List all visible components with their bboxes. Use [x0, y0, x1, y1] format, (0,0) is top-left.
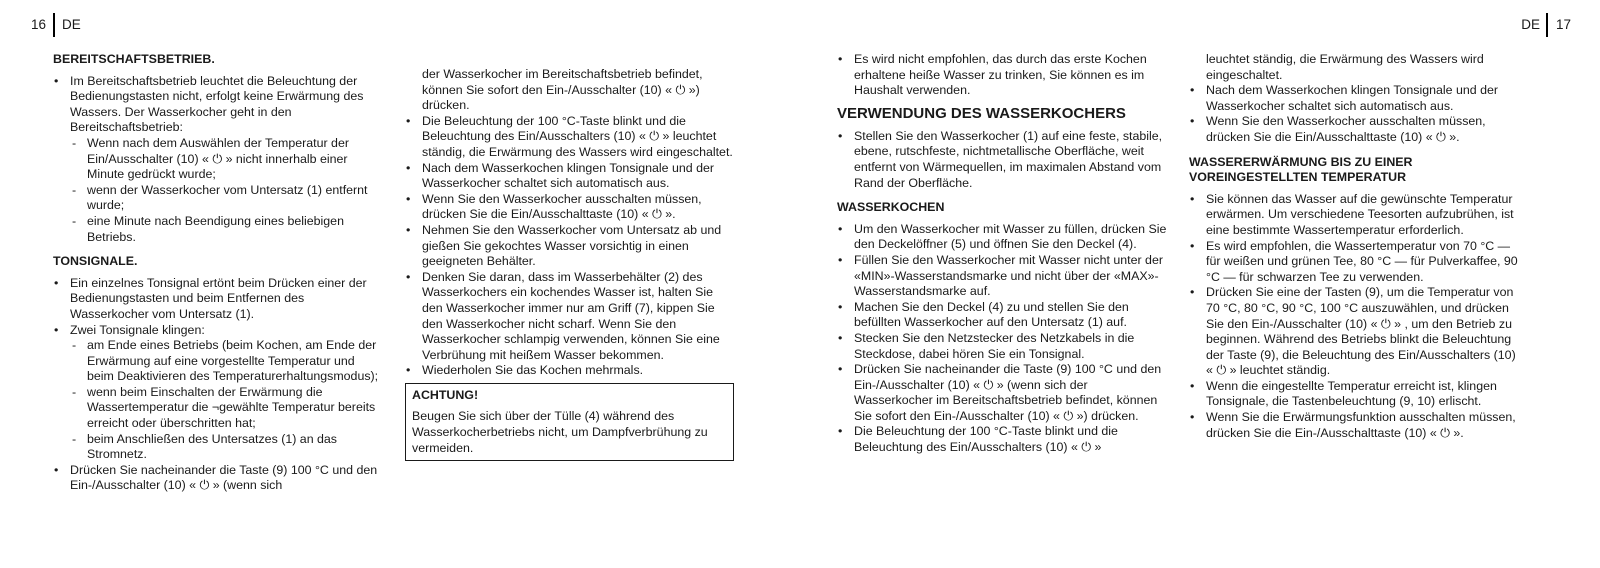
after-boiling-item: • Wenn Sie den Wasserkocher ausschalten müssen, drücken Sie die Ein/Ausschalttaste (10) « ⏻ ».: [1189, 114, 1522, 145]
preset-item: • Wenn die eingestellte Temperatur erreicht ist, klingen Tonsignale, die Tastenbeleuchtung (9, 10) erlischt.: [1189, 379, 1522, 410]
boiling-heading: WASSERKOCHEN: [837, 200, 945, 215]
boiling-item: • Füllen Sie den Wasserkocher mit Wasser nicht unter der «MIN»-Wasserstandsmarke und nicht über der «MAX»-Wasserstandsmarke auf.: [837, 253, 1169, 300]
preset-item: • Drücken Sie eine der Tasten (9), um die Temperatur von 70 °C, 80 °C, 90 °C, 100 °C auszuwählen, und drücken Sie den Ein-/Ausschalter (10) « ⏻ » , um den Betrieb zu beginnen. Während des Betriebs blinkt die Beleuchtung der Taste (9), die Beleuchtung des Ein/Ausschalters (10) « ⏻ » leuchtet ständig.: [1189, 285, 1522, 379]
tone-sub-item: - wenn beim Einschalten der Erwärmung die Wassertemperatur die ¬gewählte Temperatur bereits erreicht oder überschritten hat;: [70, 385, 383, 432]
standby-sub-item: - Wenn nach dem Auswählen der Temperatur der Ein/Ausschalter (10) « ⏻ » nicht innerhalb einer Minute gedrückt wurde;: [70, 136, 383, 183]
column-1: [53, 52, 383, 503]
right-page-number: 17: [1556, 17, 1572, 32]
boiling-item: • Um den Wasserkocher mit Wasser zu füllen, drücken Sie den Deckelöffner (5) und öffnen Sie den Deckel (4).: [837, 222, 1169, 253]
tone-sub-item: - beim Anschließen des Untersatzes (1) an das Stromnetz.: [70, 432, 383, 463]
usage-heading: VERWENDUNG DES WASSERKOCHERS: [837, 104, 1126, 122]
illumination-continuation-text: leuchtet ständig, die Erwärmung des Wassers wird eingeschaltet.: [1206, 52, 1484, 82]
warning-box: [405, 383, 734, 461]
tone-two-item: [53, 323, 383, 463]
tone-sub-item: - am Ende eines Betriebs (beim Kochen, am Ende der Erwärmung auf eine vorgestellte Temperatur und beim Deaktivieren des Temperaturerhaltungsmodus);: [70, 338, 383, 385]
standby-sub-item: - wenn der Wasserkocher vom Untersatz (1) entfernt wurde;: [70, 183, 383, 214]
left-page-number: 16: [31, 17, 47, 32]
boiling-item: • Stecken Sie den Netzstecker des Netzkabels in die Steckdose, dabei hören Sie ein Tonsignal.: [837, 331, 1169, 362]
left-page-divider: [53, 13, 55, 37]
press-button-item: • Drücken Sie nacheinander die Taste (9) 100 °C und den Ein-/Ausschalter (10) « ⏻ » (wenn sich: [53, 463, 383, 494]
left-language-label: DE: [62, 17, 81, 32]
boiling-step-item: • Wiederholen Sie das Kochen mehrmals.: [405, 363, 734, 379]
boiling-step-item: • Nehmen Sie den Wasserkocher vom Untersatz ab und gießen Sie gekochtes Wasser vorsichtig in einen geeigneten Behälter.: [405, 223, 734, 270]
preset-item: • Sie können das Wasser auf die gewünschte Temperatur erwärmen. Um verschiedene Teesorten aufzubrühen, ist eine bestimmte Wassertemperatur erforderlich.: [1189, 192, 1522, 239]
usage-item: • Stellen Sie den Wasserkocher (1) auf eine feste, stabile, ebene, rutschfeste, nichtmetallische Oberfläche, weit entfernt von Wärmequellen, im maximalen Abstand vom Rand der Oberfläche.: [837, 129, 1169, 191]
tone-signals-heading: TONSIGNALE.: [53, 254, 138, 269]
warning-title: ACHTUNG!: [412, 387, 479, 402]
column-3: [837, 52, 1169, 465]
column-2: [405, 67, 734, 461]
boiling-step-item: • Nach dem Wasserkochen klingen Tonsignale und der Wasserkocher schaltet sich automatisch aus.: [405, 161, 734, 192]
boiling-step-item: • Wenn Sie den Wasserkocher ausschalten müssen, drücken Sie die Ein/Ausschalttaste (10) « ⏻ ».: [405, 192, 734, 223]
press-continuation-text: der Wasserkocher im Bereitschaftsbetrieb befindet, können Sie sofort den Ein-/Ausschalter (10) « ⏻ ») drücken.: [422, 67, 703, 113]
boiling-item: • Die Beleuchtung der 100 °C-Taste blinkt und die Beleuchtung des Ein/Ausschalters (10) « ⏻ »: [837, 424, 1169, 455]
column-4: [1189, 52, 1522, 450]
boiling-step-item: • Denken Sie daran, dass im Wasserbehälter (2) des Wasserkochers ein kochendes Wasser ist, halten Sie den Wasserkocher immer nur am Griff (7), kippen Sie den Wasserkocher nicht scharf. Wenn Sie den Wasserkocher schlampig verwenden, können Sie eine Verbrühung mit heißem Wasser bekommen.: [405, 270, 734, 364]
preset-item: • Wenn Sie die Erwärmungsfunktion ausschalten müssen, drücken Sie die Ein-/Ausschalttaste (10) « ⏻ ».: [1189, 410, 1522, 441]
boiling-item: • Drücken Sie nacheinander die Taste (9) 100 °C und den Ein-/Ausschalter (10) « ⏻ » (wenn sich der Wasserkocher im Bereitschaftsbetrieb befindet, können Sie sofort den Ein-/Ausschalter (10) « ⏻ ») drücken.: [837, 362, 1169, 424]
standby-item: [53, 74, 383, 246]
preset-item: • Es wird empfohlen, die Wassertemperatur von 70 °C — für weißen und grünen Tee, 80 °C — für Pulverkaffee, 90 °C — für schwarzen Tee zu verwenden.: [1189, 239, 1522, 286]
preset-temperature-heading: WASSERERWÄRMUNG BIS ZU EINER VOREINGESTELLTEN TEMPERATUR: [1189, 154, 1413, 185]
warning-text: Beugen Sie sich über der Tülle (4) während des Wasserkocherbetriebs nicht, um Dampfverbrühung zu vermeiden.: [412, 409, 708, 455]
right-page-divider: [1546, 13, 1548, 37]
after-boiling-item: • Nach dem Wasserkochen klingen Tonsignale und der Wasserkocher schaltet sich automatisch aus.: [1189, 83, 1522, 114]
tone-single-item: • Ein einzelnes Tonsignal ertönt beim Drücken einer der Bedienungstasten und beim Entfernen des Wasserkocher vom Untersatz (1).: [53, 276, 383, 323]
right-language-label: DE: [1521, 17, 1540, 32]
standby-sub-item: - eine Minute nach Beendigung eines beliebigen Betriebs.: [70, 214, 383, 245]
tone-two-text: Zwei Tonsignale klingen:: [70, 322, 205, 337]
standby-intro-text: Im Bereitschaftsbetrieb leuchtet die Beleuchtung der Bedienungstasten nicht, erfolgt keine Erwärmung des Wassers. Der Wasserkocher geht in den Bereitschaftsbetrieb:: [70, 73, 364, 135]
not-recommended-item: • Es wird nicht empfohlen, das durch das erste Kochen erhaltene heiße Wasser zu trinken, Sie können es im Haushalt verwenden.: [837, 52, 1169, 99]
boiling-step-item: • Die Beleuchtung der 100 °C-Taste blinkt und die Beleuchtung des Ein/Ausschalters (10) « ⏻ » leuchtet ständig, die Erwärmung des Wassers wird eingeschaltet.: [405, 114, 734, 161]
boiling-item: • Machen Sie den Deckel (4) zu und stellen Sie den befüllten Wasserkocher auf den Untersatz (1) auf.: [837, 300, 1169, 331]
standby-heading: BEREITSCHAFTSBETRIEB.: [53, 52, 215, 66]
